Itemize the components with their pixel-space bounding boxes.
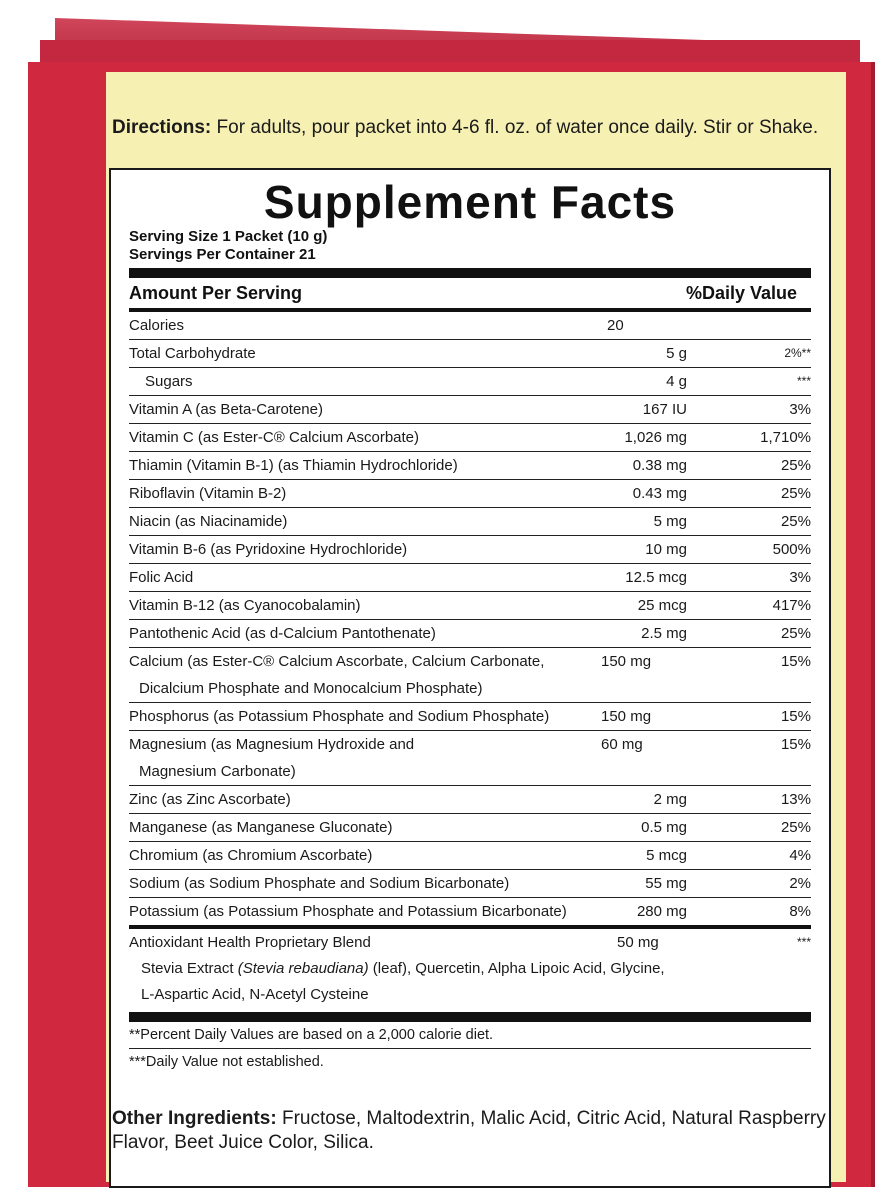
nutrient-name	[129, 842, 597, 869]
directions-label: Directions:	[112, 117, 212, 138]
nutrient-row	[129, 396, 811, 424]
nutrient-name-text: Zinc (as Zinc Ascorbate)	[129, 791, 291, 808]
nutrient-name-text: Vitamin C (as Ester-C® Calcium Ascorbate)	[129, 429, 420, 446]
nutrient-name	[129, 814, 597, 841]
nutrient-daily-value: 13%	[780, 791, 811, 808]
directions-text	[112, 116, 832, 140]
nutrient-amount: 150 mg	[601, 708, 652, 725]
nutrient-row	[129, 814, 811, 842]
nutrient-amount: 150 mg	[601, 653, 652, 670]
nutrient-name-text: Vitamin B-6 (as Pyridoxine Hydrochloride)	[129, 541, 408, 558]
thick-divider	[129, 268, 811, 278]
nutrient-rows	[129, 312, 811, 925]
nutrient-name-text: Calories	[129, 317, 185, 334]
nutrient-name-text: Folic Acid	[129, 569, 194, 586]
blend-sub-suffix: (leaf), Quercetin, Alpha Lipoic Acid, Glycine,	[368, 960, 665, 977]
nutrient-amount: 4 g	[666, 373, 687, 390]
nutrient-name	[129, 368, 597, 395]
other-ingredients	[112, 1107, 842, 1155]
nutrient-amount: 167 IU	[642, 401, 687, 418]
nutrient-name	[129, 731, 597, 785]
nutrient-row	[129, 424, 811, 452]
nutrient-name-text: Vitamin B-12 (as Cyanocobalamin)	[129, 597, 361, 614]
nutrient-daily-value: 4%	[789, 847, 811, 864]
nutrient-name-text: Pantothenic Acid (as d-Calcium Pantothenate)	[129, 625, 436, 642]
nutrient-daily-value: 500%	[772, 541, 811, 558]
nutrient-name	[129, 564, 597, 591]
nutrient-daily-value: 25%	[780, 625, 811, 642]
nutrient-row	[129, 731, 811, 786]
nutrient-daily-value: 2%	[789, 875, 811, 892]
blend-name: Antioxidant Health Proprietary Blend	[129, 934, 371, 951]
other-ingredients-label: Other Ingredients:	[112, 1108, 277, 1129]
nutrient-name	[129, 508, 597, 535]
nutrient-name	[129, 648, 597, 702]
blend-dv: ***	[796, 935, 811, 949]
nutrient-amount: 5 g	[666, 345, 687, 362]
footnote-not-established: ***Daily Value not established.	[129, 1054, 324, 1070]
nutrient-row	[129, 564, 811, 592]
thick-divider-bottom	[129, 1012, 811, 1022]
nutrient-row	[129, 480, 811, 508]
other-ingredients-body: Fructose, Maltodextrin, Malic Acid, Citric Acid, Natural Raspberry Flavor, Beet Juice Color, Silica.	[112, 1108, 826, 1153]
nutrient-daily-value: ***	[796, 374, 811, 388]
nutrient-row	[129, 368, 811, 396]
amount-header-row	[129, 278, 811, 308]
facts-title: Supplement Facts	[263, 176, 677, 228]
nutrient-name-text: Niacin (as Niacinamide)	[129, 513, 288, 530]
nutrient-name	[129, 898, 597, 925]
nutrient-name	[129, 480, 597, 507]
label-panel	[106, 72, 846, 1182]
nutrient-row	[129, 703, 811, 731]
nutrient-name-text: Vitamin A (as Beta-Carotene)	[129, 401, 323, 418]
proprietary-blend-row	[129, 929, 811, 1012]
nutrient-amount: 20	[607, 317, 624, 334]
amount-header: Amount Per Serving	[129, 282, 303, 303]
nutrient-name	[129, 396, 597, 423]
blend-sub-prefix: Stevia Extract	[141, 960, 238, 977]
directions-body: For adults, pour packet into 4-6 fl. oz. of water once daily. Stir or Shake.	[211, 117, 819, 138]
nutrient-daily-value: 25%	[780, 513, 811, 530]
nutrient-amount: 0.5 mg	[641, 819, 687, 836]
nutrient-row	[129, 452, 811, 480]
nutrient-daily-value: 15%	[780, 736, 811, 753]
nutrient-amount: 1,026 mg	[624, 429, 687, 446]
nutrient-row	[129, 508, 811, 536]
nutrient-daily-value: 25%	[780, 819, 811, 836]
nutrient-name	[129, 452, 597, 479]
nutrient-daily-value: 2%**	[784, 346, 811, 360]
nutrient-name-text: Riboflavin (Vitamin B-2)	[129, 485, 287, 502]
nutrient-daily-value: 15%	[780, 708, 811, 725]
nutrient-amount: 2 mg	[653, 791, 687, 808]
blend-sub-italic: (Stevia rebaudiana)	[237, 960, 369, 977]
nutrient-amount: 2.5 mg	[641, 625, 687, 642]
nutrient-amount: 12.5 mcg	[625, 569, 687, 586]
blend-amount: 50 mg	[617, 934, 659, 951]
nutrient-amount: 0.38 mg	[632, 457, 687, 474]
nutrient-row	[129, 898, 811, 925]
nutrient-name-text: Chromium (as Chromium Ascorbate)	[129, 847, 373, 864]
supplement-facts-panel	[109, 168, 831, 1188]
nutrient-name-text: Total Carbohydrate	[129, 345, 256, 362]
nutrient-name-text: Phosphorus (as Potassium Phosphate and Sodium Phosphate)	[129, 708, 550, 725]
nutrient-row	[129, 536, 811, 564]
nutrient-daily-value: 8%	[789, 903, 811, 920]
nutrient-name	[129, 424, 597, 451]
nutrient-name-continued: Dicalcium Phosphate and Monocalcium Phosphate)	[139, 680, 483, 697]
nutrient-row	[129, 312, 811, 340]
nutrient-daily-value: 15%	[780, 653, 811, 670]
nutrient-amount: 10 mg	[645, 541, 687, 558]
blend-ingredients	[129, 956, 811, 982]
nutrient-daily-value: 3%	[789, 401, 811, 418]
nutrient-row	[129, 648, 811, 703]
nutrient-name	[129, 592, 597, 619]
nutrient-row	[129, 870, 811, 898]
nutrient-amount: 280 mg	[636, 903, 687, 920]
nutrient-name	[129, 620, 597, 647]
nutrient-row	[129, 592, 811, 620]
nutrient-name	[129, 786, 597, 813]
nutrient-name-text: Calcium (as Ester-C® Calcium Ascorbate, Calcium Carbonate,	[129, 653, 545, 670]
product-box	[28, 62, 875, 1187]
nutrient-row	[129, 620, 811, 648]
nutrient-name-text: Sugars	[145, 373, 193, 390]
nutrient-amount: 5 mcg	[646, 847, 687, 864]
nutrient-amount: 5 mg	[653, 513, 687, 530]
nutrient-amount: 0.43 mg	[632, 485, 687, 502]
nutrient-daily-value: 1,710%	[760, 429, 811, 446]
blend-ingredients-line2: L-Aspartic Acid, N-Acetyl Cysteine	[141, 986, 369, 1003]
nutrient-name	[129, 340, 597, 367]
nutrient-name-text: Magnesium (as Magnesium Hydroxide and	[129, 736, 415, 753]
nutrient-name-text: Sodium (as Sodium Phosphate and Sodium Bicarbonate)	[129, 875, 510, 892]
serving-size: Serving Size 1 Packet (10 g)	[129, 228, 328, 245]
nutrient-row	[129, 786, 811, 814]
nutrient-amount: 60 mg	[601, 736, 643, 753]
nutrient-row	[129, 842, 811, 870]
nutrient-daily-value: 25%	[780, 485, 811, 502]
nutrient-row	[129, 340, 811, 368]
servings-per-container: Servings Per Container 21	[129, 246, 316, 263]
nutrient-amount: 25 mcg	[637, 597, 687, 614]
nutrient-daily-value: 3%	[789, 569, 811, 586]
nutrient-name	[129, 536, 597, 563]
nutrient-name-text: Manganese (as Manganese Gluconate)	[129, 819, 393, 836]
nutrient-name	[129, 703, 597, 730]
daily-value-header: %Daily Value	[685, 282, 797, 303]
nutrient-daily-value: 417%	[772, 597, 811, 614]
nutrient-name	[129, 870, 597, 897]
nutrient-name-continued: Magnesium Carbonate)	[139, 763, 296, 780]
nutrient-name-text: Thiamin (Vitamin B-1) (as Thiamin Hydrochloride)	[129, 457, 458, 474]
nutrient-name-text: Potassium (as Potassium Phosphate and Potassium Bicarbonate)	[129, 903, 567, 920]
footnote-dv: **Percent Daily Values are based on a 2,000 calorie diet.	[129, 1022, 811, 1049]
nutrient-amount: 55 mg	[645, 875, 687, 892]
nutrient-name	[129, 312, 597, 339]
nutrient-daily-value: 25%	[780, 457, 811, 474]
